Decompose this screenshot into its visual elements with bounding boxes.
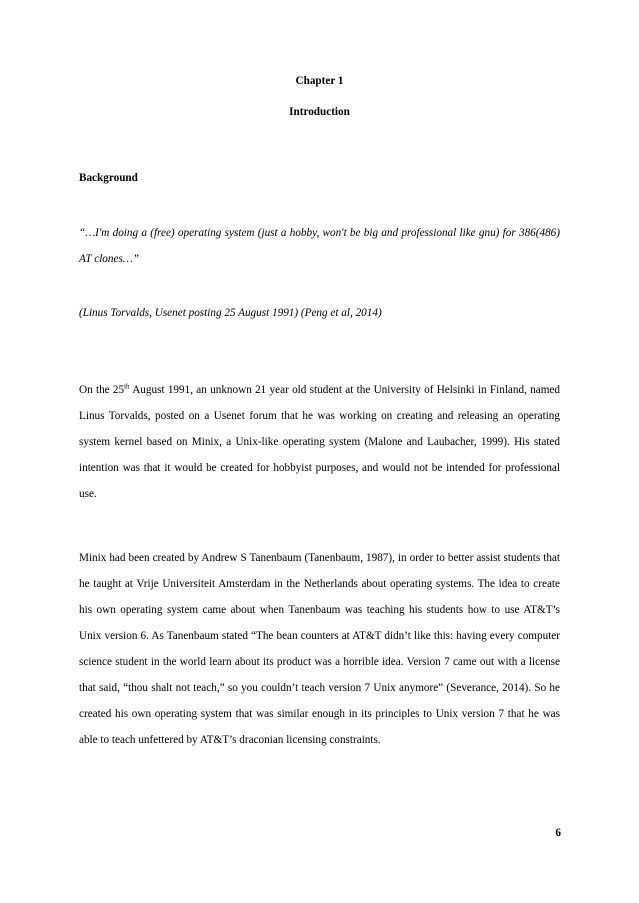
paragraph-1 [79, 377, 560, 507]
section-heading: Background [79, 172, 138, 184]
chapter-title: Introduction [289, 106, 350, 118]
opening-quote: “…I'm doing a (free) operating system (just a hobby, won't be big and professional like gnu) for 386(486) AT clones…” [79, 227, 560, 265]
chapter-heading: Chapter 1 [295, 75, 344, 87]
quote-citation: (Linus Torvalds, Usenet posting 25 August 1991) (Peng et al, 2014) [79, 307, 382, 319]
paragraph-1-rest: August 1991, an unknown 21 year old student at the University of Helsinki in Finland, named Linus Torvalds, posted on a Usenet forum that he was working on creating and releasing an operating system kernel based on Minix, a Unix-like operating system (Malone and Laubacher, 1999). His stated intention was that it would be created for hobbyist purposes, and would not be intended for professional use. [79, 384, 560, 500]
paragraph-1-start: On the 25 [79, 384, 125, 396]
page-number: 6 [555, 827, 561, 839]
ordinal-superscript: th [124, 382, 130, 391]
paragraph-2: Minix had been created by Andrew S Tanenbaum (Tanenbaum, 1987), in order to better assist students that he taught at Vrije Universiteit Amsterdam in the Netherlands about operating systems. The idea to create his own operating system came about when Tanenbaum was teaching his students how to use AT&T’s Unix version 6. As Tanenbaum stated “The bean counters at AT&T didn’t like this: having every computer science student in the world learn about its product was a horrible idea. Version 7 came out with a license that said, “thou shalt not teach,” so you couldn’t teach version 7 Unix anymore” (Severance, 2014). So he created his own operating system that was similar enough in its principles to Unix version 7 that he was able to teach unfettered by AT&T’s draconian licensing constraints. [79, 552, 560, 746]
